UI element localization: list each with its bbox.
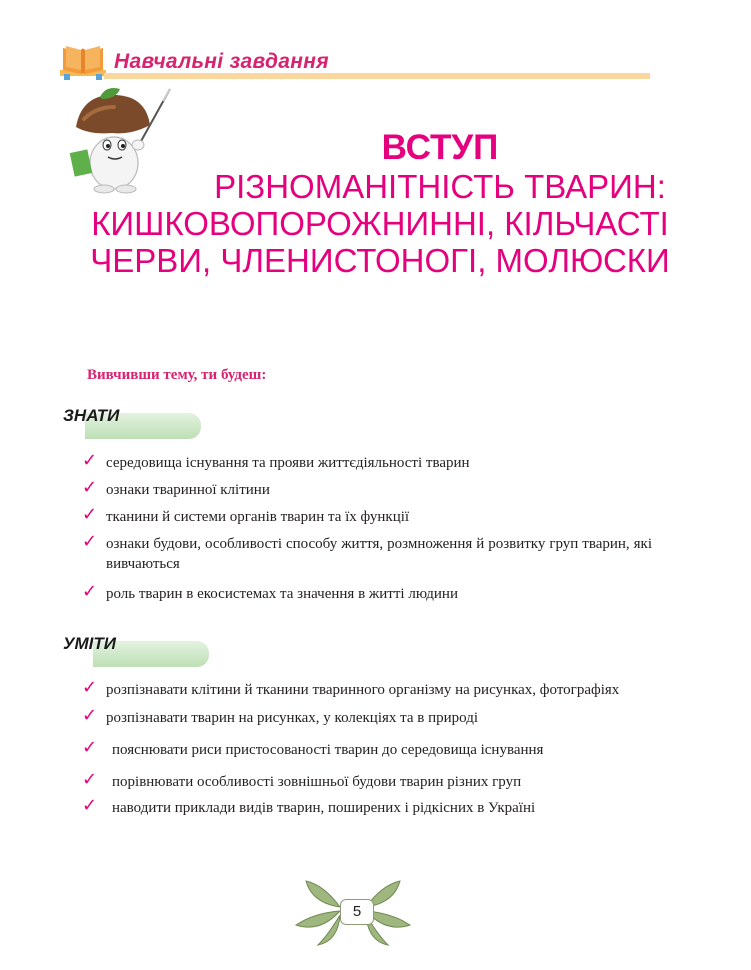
know-section-label: ЗНАТИ bbox=[63, 406, 120, 425]
list-item bbox=[82, 581, 652, 604]
page-number: 5 bbox=[340, 899, 374, 925]
list-item bbox=[82, 531, 652, 574]
open-book-icon bbox=[60, 40, 106, 82]
page-header bbox=[60, 40, 650, 82]
list-item-text: розпізнавати клітини й тканини тваринного організму на рисунках, фотографіях bbox=[106, 682, 620, 698]
list-item-text: роль тварин в екосистемах та значення в житті людини bbox=[106, 586, 458, 602]
list-item-text: середовища існування та прояви життєдіяльності тварин bbox=[106, 455, 470, 471]
skills-section-label: УМІТИ bbox=[63, 634, 117, 653]
list-item-text: ознаки будови, особливості способу життя, розмноження й розвитку груп тварин, які вивчаються bbox=[106, 536, 652, 572]
list-item bbox=[82, 450, 652, 473]
list-item-text: розпізнавати тварин на рисунках, у колекціях та в природі bbox=[106, 710, 479, 726]
section-title: Навчальні завдання bbox=[114, 50, 329, 73]
checkmark-icon: ✓ bbox=[82, 504, 98, 525]
list-item bbox=[82, 477, 652, 500]
list-item-text: пояснювати риси пристосованості тварин до середовища існування bbox=[112, 742, 544, 758]
know-list bbox=[82, 450, 652, 611]
know-section-badge bbox=[63, 405, 213, 427]
chapter-title-line: РІЗНОМАНІТНІСТЬ ТВАРИН: bbox=[214, 168, 666, 205]
list-item bbox=[82, 795, 652, 818]
list-item bbox=[82, 769, 652, 792]
checkmark-icon: ✓ bbox=[82, 581, 98, 602]
chapter-title bbox=[60, 128, 700, 279]
list-item bbox=[82, 504, 652, 527]
skills-list bbox=[82, 677, 652, 824]
checkmark-icon: ✓ bbox=[82, 477, 98, 498]
list-item-text: ознаки тваринної клітини bbox=[106, 482, 270, 498]
checkmark-icon: ✓ bbox=[82, 705, 98, 726]
checkmark-icon: ✓ bbox=[82, 531, 98, 552]
list-item bbox=[82, 677, 652, 700]
skills-section-badge bbox=[63, 633, 213, 655]
intro-text: Вивчивши тему, ти будеш: bbox=[87, 367, 267, 383]
list-item-text: порівнювати особливості зовнішньої будови тварин різних груп bbox=[112, 774, 522, 790]
checkmark-icon: ✓ bbox=[82, 795, 98, 816]
chapter-title-line: ЧЕРВИ, ЧЛЕНИСТОНОГІ, МОЛЮСКИ bbox=[90, 242, 670, 279]
list-item bbox=[82, 705, 652, 728]
chapter-title-line: КИШКОВОПОРОЖНИННІ, КІЛЬЧАСТІ bbox=[91, 205, 669, 242]
checkmark-icon: ✓ bbox=[82, 769, 98, 790]
list-item-text: наводити приклади видів тварин, поширених і рідкісних в Україні bbox=[112, 800, 536, 816]
list-item-text: тканини й системи органів тварин та їх функції bbox=[106, 509, 410, 525]
chapter-title-main: ВСТУП bbox=[381, 128, 499, 167]
list-item bbox=[82, 737, 652, 760]
checkmark-icon: ✓ bbox=[82, 450, 98, 471]
checkmark-icon: ✓ bbox=[82, 737, 98, 758]
checkmark-icon: ✓ bbox=[82, 677, 98, 698]
